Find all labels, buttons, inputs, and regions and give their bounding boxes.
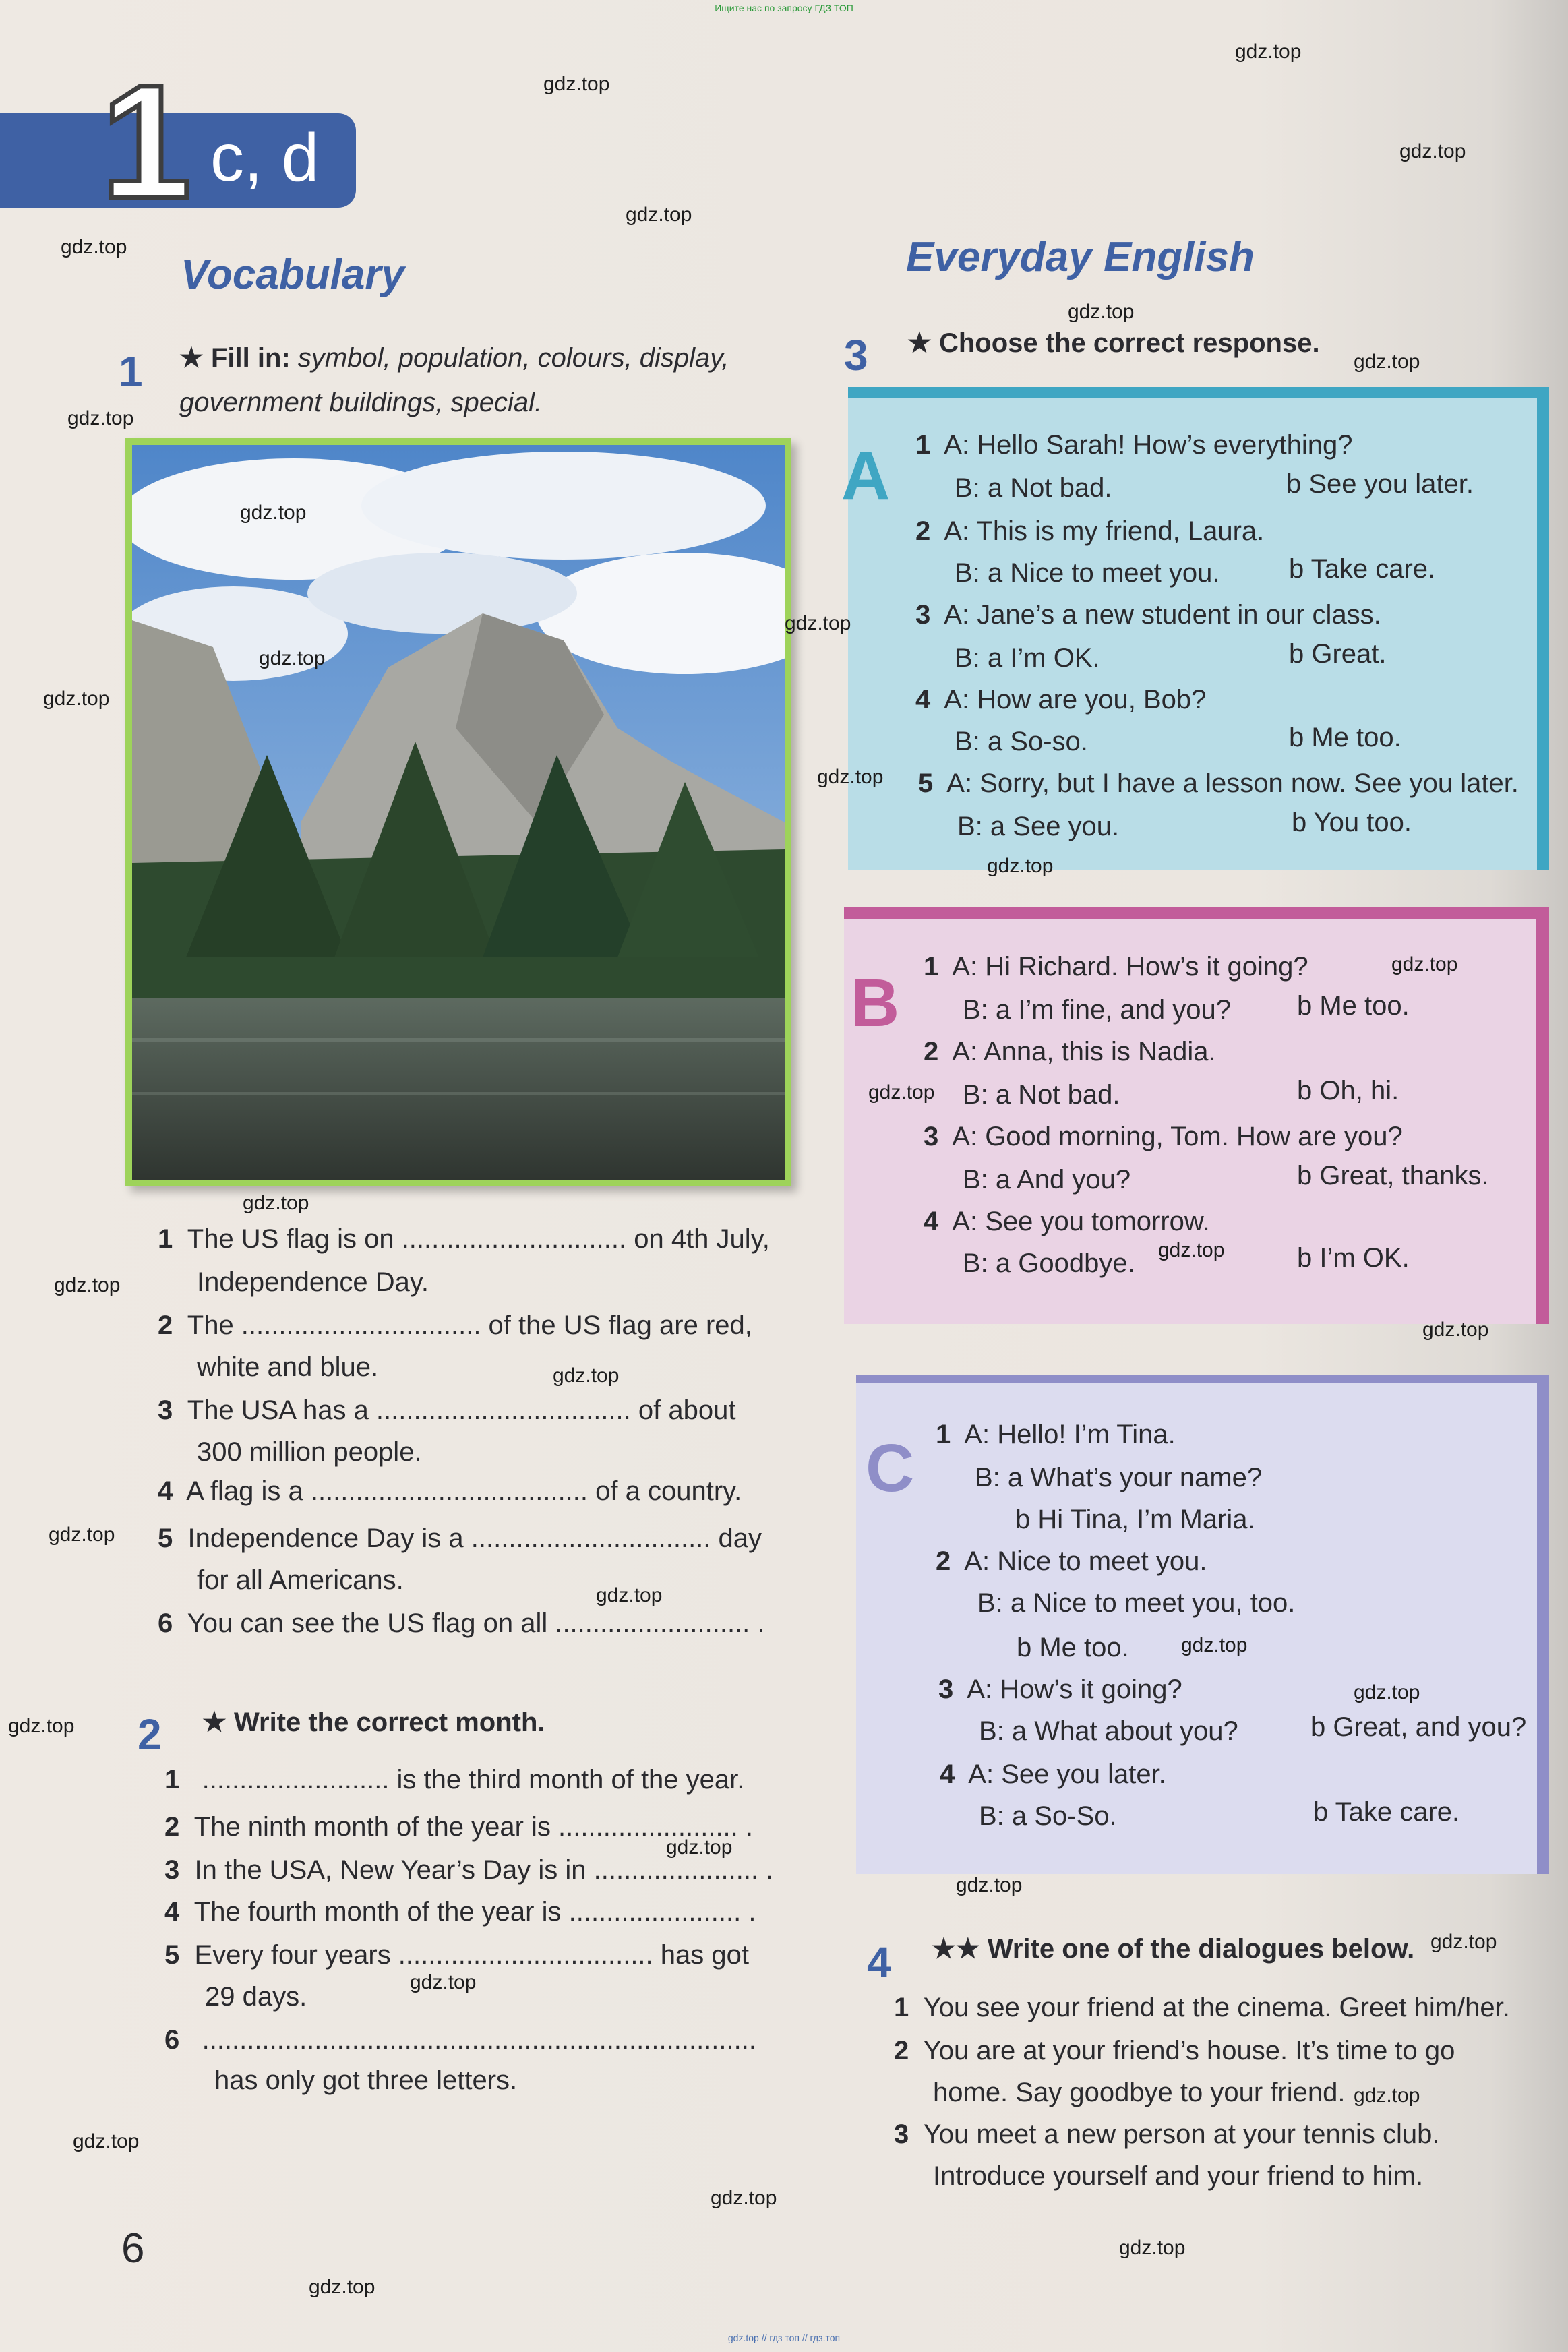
watermark: gdz.top — [240, 502, 307, 524]
watermark: gdz.top — [626, 204, 692, 226]
exercise-3-instruction: ★ Choose the correct response. — [907, 328, 1320, 358]
ex2-item-3: 3 In the USA, New Year’s Day is in ...................... . — [164, 1855, 774, 1885]
watermark: gdz.top — [1354, 351, 1420, 373]
watermark: gdz.top — [1354, 2084, 1420, 2107]
c-item-1-option-b: b Hi Tina, I’m Maria. — [1015, 1505, 1255, 1534]
mountain-lake-photo — [125, 438, 791, 1186]
c-item-3-question: 3 A: How’s it going? — [938, 1675, 1182, 1704]
ex2-item-2: 2 The ninth month of the year is ........................ . — [164, 1812, 754, 1842]
watermark: gdz.top — [54, 1274, 121, 1296]
a-item-1-option-a: B: a Not bad. — [955, 473, 1112, 503]
exercise-2-number: 2 — [138, 1710, 162, 1759]
watermark: gdz.top — [785, 612, 851, 634]
section-letter-c: C — [866, 1430, 915, 1506]
ex1-item-2: 2 The ................................ of the US flag are red, — [158, 1310, 752, 1340]
watermark: gdz.top — [67, 407, 134, 429]
b-item-2-option-a: B: a Not bad. — [963, 1080, 1120, 1110]
watermark: gdz.top — [309, 2276, 375, 2298]
c-item-2-option-a: B: a Nice to meet you, too. — [977, 1588, 1296, 1618]
ex4-item-1: 1 You see your friend at the cinema. Greet him/her. — [894, 1993, 1510, 2022]
a-item-2-option-b: b Take care. — [1289, 554, 1436, 584]
ex1-item-5: 5 Independence Day is a ................................ day — [158, 1524, 762, 1553]
watermark: gdz.top — [817, 766, 884, 788]
watermark: gdz.top — [596, 1584, 663, 1606]
watermark: gdz.top — [868, 1081, 935, 1104]
watermark: gdz.top — [73, 2130, 140, 2152]
a-item-4-question: 4 A: How are you, Bob? — [915, 685, 1207, 715]
b-item-4-option-b: b I’m OK. — [1297, 1243, 1410, 1273]
ex2-item-5-cont: 29 days. — [205, 1982, 307, 2012]
top-note: Ищите нас по запросу ГДЗ ТОП — [715, 3, 853, 13]
watermark: gdz.top — [1399, 140, 1466, 162]
ex2-item-1: 1 ......................... is the third month of the year. — [164, 1765, 745, 1795]
watermark: gdz.top — [1430, 1931, 1497, 1953]
ex1-item-3-cont: 300 million people. — [197, 1437, 422, 1467]
watermark: gdz.top — [553, 1364, 620, 1387]
watermark: gdz.top — [956, 1874, 1023, 1896]
b-item-2-option-b: b Oh, hi. — [1297, 1076, 1399, 1106]
exercise-4-number: 4 — [867, 1938, 891, 1987]
ex1-item-1-cont: Independence Day. — [197, 1267, 429, 1297]
b-item-1-option-a: B: a I’m fine, and you? — [963, 995, 1232, 1025]
instruction-lead: ★ Fill in: — [179, 343, 291, 373]
watermark: gdz.top — [259, 647, 326, 669]
b-item-3-question: 3 A: Good morning, Tom. How are you? — [924, 1122, 1403, 1151]
instruction-words-2: government buildings, special — [179, 388, 535, 417]
a-item-1-question: 1 A: Hello Sarah! How’s everything? — [915, 430, 1353, 460]
b-item-4-question: 4 A: See you tomorrow. — [924, 1207, 1210, 1236]
a-item-1-option-b: b See you later. — [1286, 469, 1474, 499]
b-item-1-option-b: b Me too. — [1297, 991, 1410, 1021]
c-item-2-question: 2 A: Nice to meet you. — [936, 1546, 1207, 1576]
ex4-item-2-cont: home. Say goodbye to your friend. — [933, 2078, 1346, 2107]
watermark: gdz.top — [410, 1971, 477, 1993]
c-item-4-option-a: B: a So-So. — [979, 1801, 1117, 1831]
ex1-item-5-cont: for all Americans. — [197, 1565, 404, 1595]
a-item-3-question: 3 A: Jane’s a new student in our class. — [915, 600, 1381, 630]
ex1-item-4: 4 A flag is a ..................................... of a country. — [158, 1476, 742, 1506]
b-item-2-question: 2 A: Anna, this is Nadia. — [924, 1037, 1216, 1066]
a-item-5-question: 5 A: Sorry, but I have a lesson now. See you later. — [918, 768, 1519, 798]
ex2-item-6: 6 .......................................................................... — [164, 2025, 756, 2055]
a-item-3-option-a: B: a I’m OK. — [955, 643, 1100, 673]
b-item-1-question: 1 A: Hi Richard. How’s it going? — [924, 952, 1308, 982]
watermark: gdz.top — [43, 688, 110, 710]
ex4-item-3-cont: Introduce yourself and your friend to him. — [933, 2161, 1424, 2191]
watermark: gdz.top — [1158, 1239, 1225, 1261]
watermark: gdz.top — [666, 1836, 733, 1859]
a-item-5-option-a: B: a See you. — [957, 812, 1120, 841]
exercise-2-instruction: ★ Write the correct month. — [202, 1708, 545, 1737]
watermark: gdz.top — [1354, 1681, 1420, 1703]
exercise-1-number: 1 — [119, 347, 143, 396]
bottom-note: gdz.top // гдз топ // гдз.топ — [727, 2332, 841, 2343]
watermark: gdz.top — [1422, 1319, 1489, 1341]
c-item-3-option-a: B: a What about you? — [979, 1716, 1238, 1746]
ex2-item-6-cont: has only got three letters. — [214, 2065, 518, 2095]
b-item-3-option-b: b Great, thanks. — [1297, 1161, 1489, 1190]
instruction-words-1: symbol, population, colours, display, — [297, 343, 729, 373]
c-item-4-question: 4 A: See you later. — [940, 1759, 1166, 1789]
section-letter-a: A — [841, 438, 891, 514]
ex4-item-3: 3 You meet a new person at your tennis club. — [894, 2119, 1440, 2149]
a-item-2-question: 2 A: This is my friend, Laura. — [915, 516, 1265, 546]
watermark: gdz.top — [1068, 301, 1135, 323]
a-item-4-option-b: b Me too. — [1289, 723, 1401, 752]
unit-sections: c, d — [210, 120, 320, 195]
watermark: gdz.top — [711, 2187, 777, 2209]
c-item-1-option-a: B: a What’s your name? — [975, 1463, 1263, 1492]
ex1-item-6: 6 You can see the US flag on all .......................... . — [158, 1608, 765, 1638]
section-letter-b: B — [851, 965, 900, 1041]
c-item-3-option-b: b Great, and you? — [1310, 1712, 1527, 1742]
a-item-4-option-a: B: a So-so. — [955, 727, 1088, 756]
exercise-4-instruction: ★★ Write one of the dialogues below. — [932, 1934, 1415, 1964]
watermark: gdz.top — [543, 73, 610, 95]
watermark: gdz.top — [243, 1192, 309, 1214]
ex1-item-1: 1 The US flag is on .............................. on 4th July, — [158, 1224, 770, 1254]
watermark: gdz.top — [1391, 953, 1458, 975]
b-item-4-option-a: B: a Goodbye. — [963, 1248, 1135, 1278]
unit-number: 1 — [101, 51, 191, 232]
ex2-item-5: 5 Every four years .................................. has got — [164, 1940, 749, 1970]
watermark: gdz.top — [1119, 2237, 1186, 2259]
c-item-4-option-b: b Take care. — [1313, 1797, 1460, 1827]
b-item-3-option-a: B: a And you? — [963, 1165, 1131, 1195]
watermark: gdz.top — [61, 236, 127, 258]
everyday-english-heading: Everyday English — [906, 234, 1255, 280]
a-item-2-option-a: B: a Nice to meet you. — [955, 558, 1220, 588]
ex1-item-2-cont: white and blue. — [197, 1352, 379, 1382]
mountain-lake-illustration — [132, 445, 785, 1180]
watermark: gdz.top — [8, 1715, 75, 1737]
ex4-item-2: 2 You are at your friend’s house. It’s time to go — [894, 2036, 1455, 2065]
exercise-3-number: 3 — [844, 331, 868, 380]
c-item-1-question: 1 A: Hello! I’m Tina. — [936, 1420, 1176, 1449]
ex2-item-4: 4 The fourth month of the year is ....................... . — [164, 1897, 756, 1927]
c-item-2-option-b: b Me too. — [1017, 1633, 1129, 1662]
watermark: gdz.top — [1235, 40, 1302, 63]
watermark: gdz.top — [49, 1524, 115, 1546]
exercise-1-instruction: ★ Fill in: symbol, population, colours, display, government buildings, special. — [179, 343, 729, 417]
a-item-5-option-b: b You too. — [1292, 808, 1412, 837]
vocabulary-heading: Vocabulary — [181, 251, 404, 298]
page-number: 6 — [121, 2225, 145, 2272]
ex1-item-3: 3 The USA has a .................................. of about — [158, 1395, 736, 1425]
watermark: gdz.top — [1181, 1634, 1248, 1656]
a-item-3-option-b: b Great. — [1289, 639, 1387, 669]
watermark: gdz.top — [987, 855, 1054, 877]
